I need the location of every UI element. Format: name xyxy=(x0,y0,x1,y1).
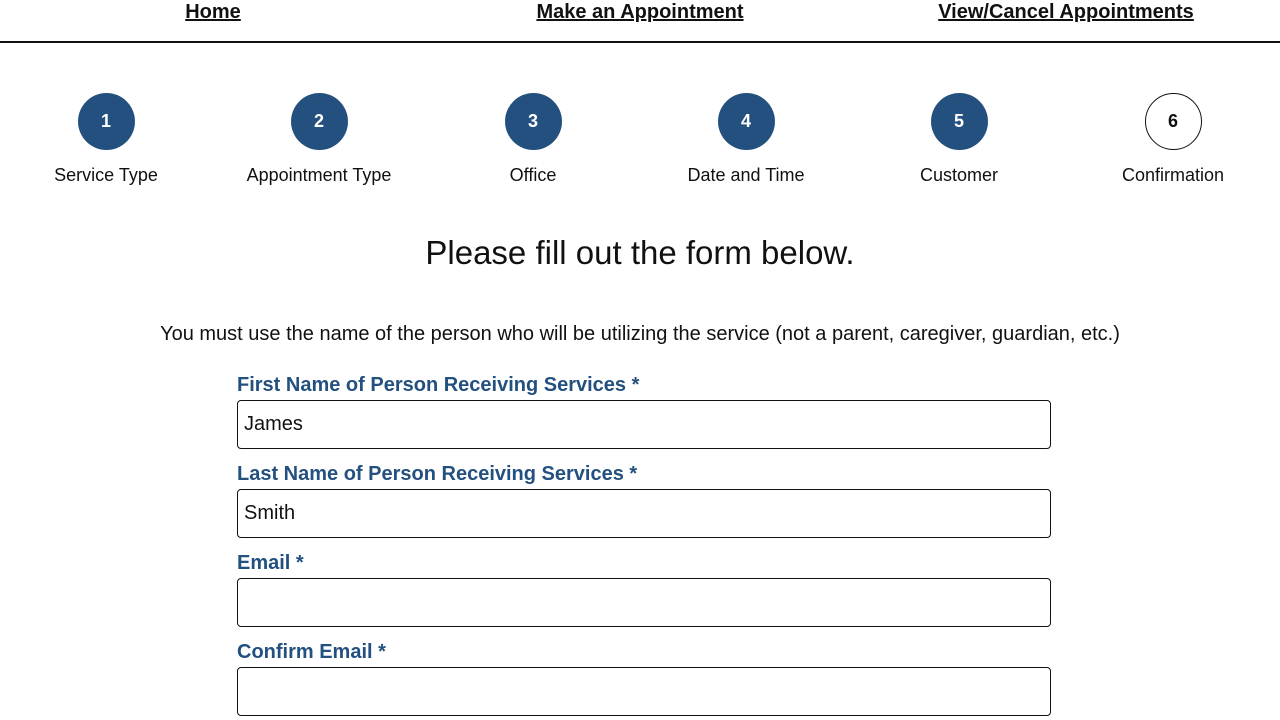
form-heading: Please fill out the form below. xyxy=(425,234,855,271)
step-office xyxy=(443,93,623,186)
step-customer xyxy=(869,93,1049,186)
confirm-email-label: Confirm Email * xyxy=(237,641,386,663)
last-name-input[interactable] xyxy=(237,489,1051,538)
step-label: Date and Time xyxy=(687,165,805,185)
step-number-badge: 3 xyxy=(505,93,562,150)
step-number-badge: 4 xyxy=(718,93,775,150)
last-name-label: Last Name of Person Receiving Services * xyxy=(237,463,638,485)
step-label: Service Type xyxy=(54,165,158,185)
step-label: Office xyxy=(509,165,557,185)
step-label: Appointment Type xyxy=(246,165,392,185)
step-number-badge-current: 6 xyxy=(1145,93,1202,150)
step-appointment-type xyxy=(229,93,409,186)
step-number-badge: 1 xyxy=(78,93,135,150)
first-name-label: First Name of Person Receiving Services * xyxy=(237,374,640,396)
step-confirmation xyxy=(1083,93,1263,186)
email-input[interactable] xyxy=(237,578,1051,627)
step-number-badge: 5 xyxy=(931,93,988,150)
step-date-and-time xyxy=(656,93,836,186)
form-notice: You must use the name of the person who will be utilizing the service (not a parent, caregiver, guardian, etc.) xyxy=(160,323,1120,345)
confirm-email-input[interactable] xyxy=(237,667,1051,716)
step-label: Customer xyxy=(919,165,999,185)
step-number-badge: 2 xyxy=(291,93,348,150)
nav-view-cancel-link[interactable]: View/Cancel Appointments xyxy=(938,1,1194,23)
top-navigation xyxy=(0,0,1280,43)
email-label: Email * xyxy=(237,552,304,574)
step-label: Confirmation xyxy=(1121,165,1225,185)
step-service-type xyxy=(16,93,196,186)
nav-home-link[interactable]: Home xyxy=(185,1,241,23)
first-name-input[interactable] xyxy=(237,400,1051,449)
nav-make-appointment-link[interactable]: Make an Appointment xyxy=(536,1,744,23)
